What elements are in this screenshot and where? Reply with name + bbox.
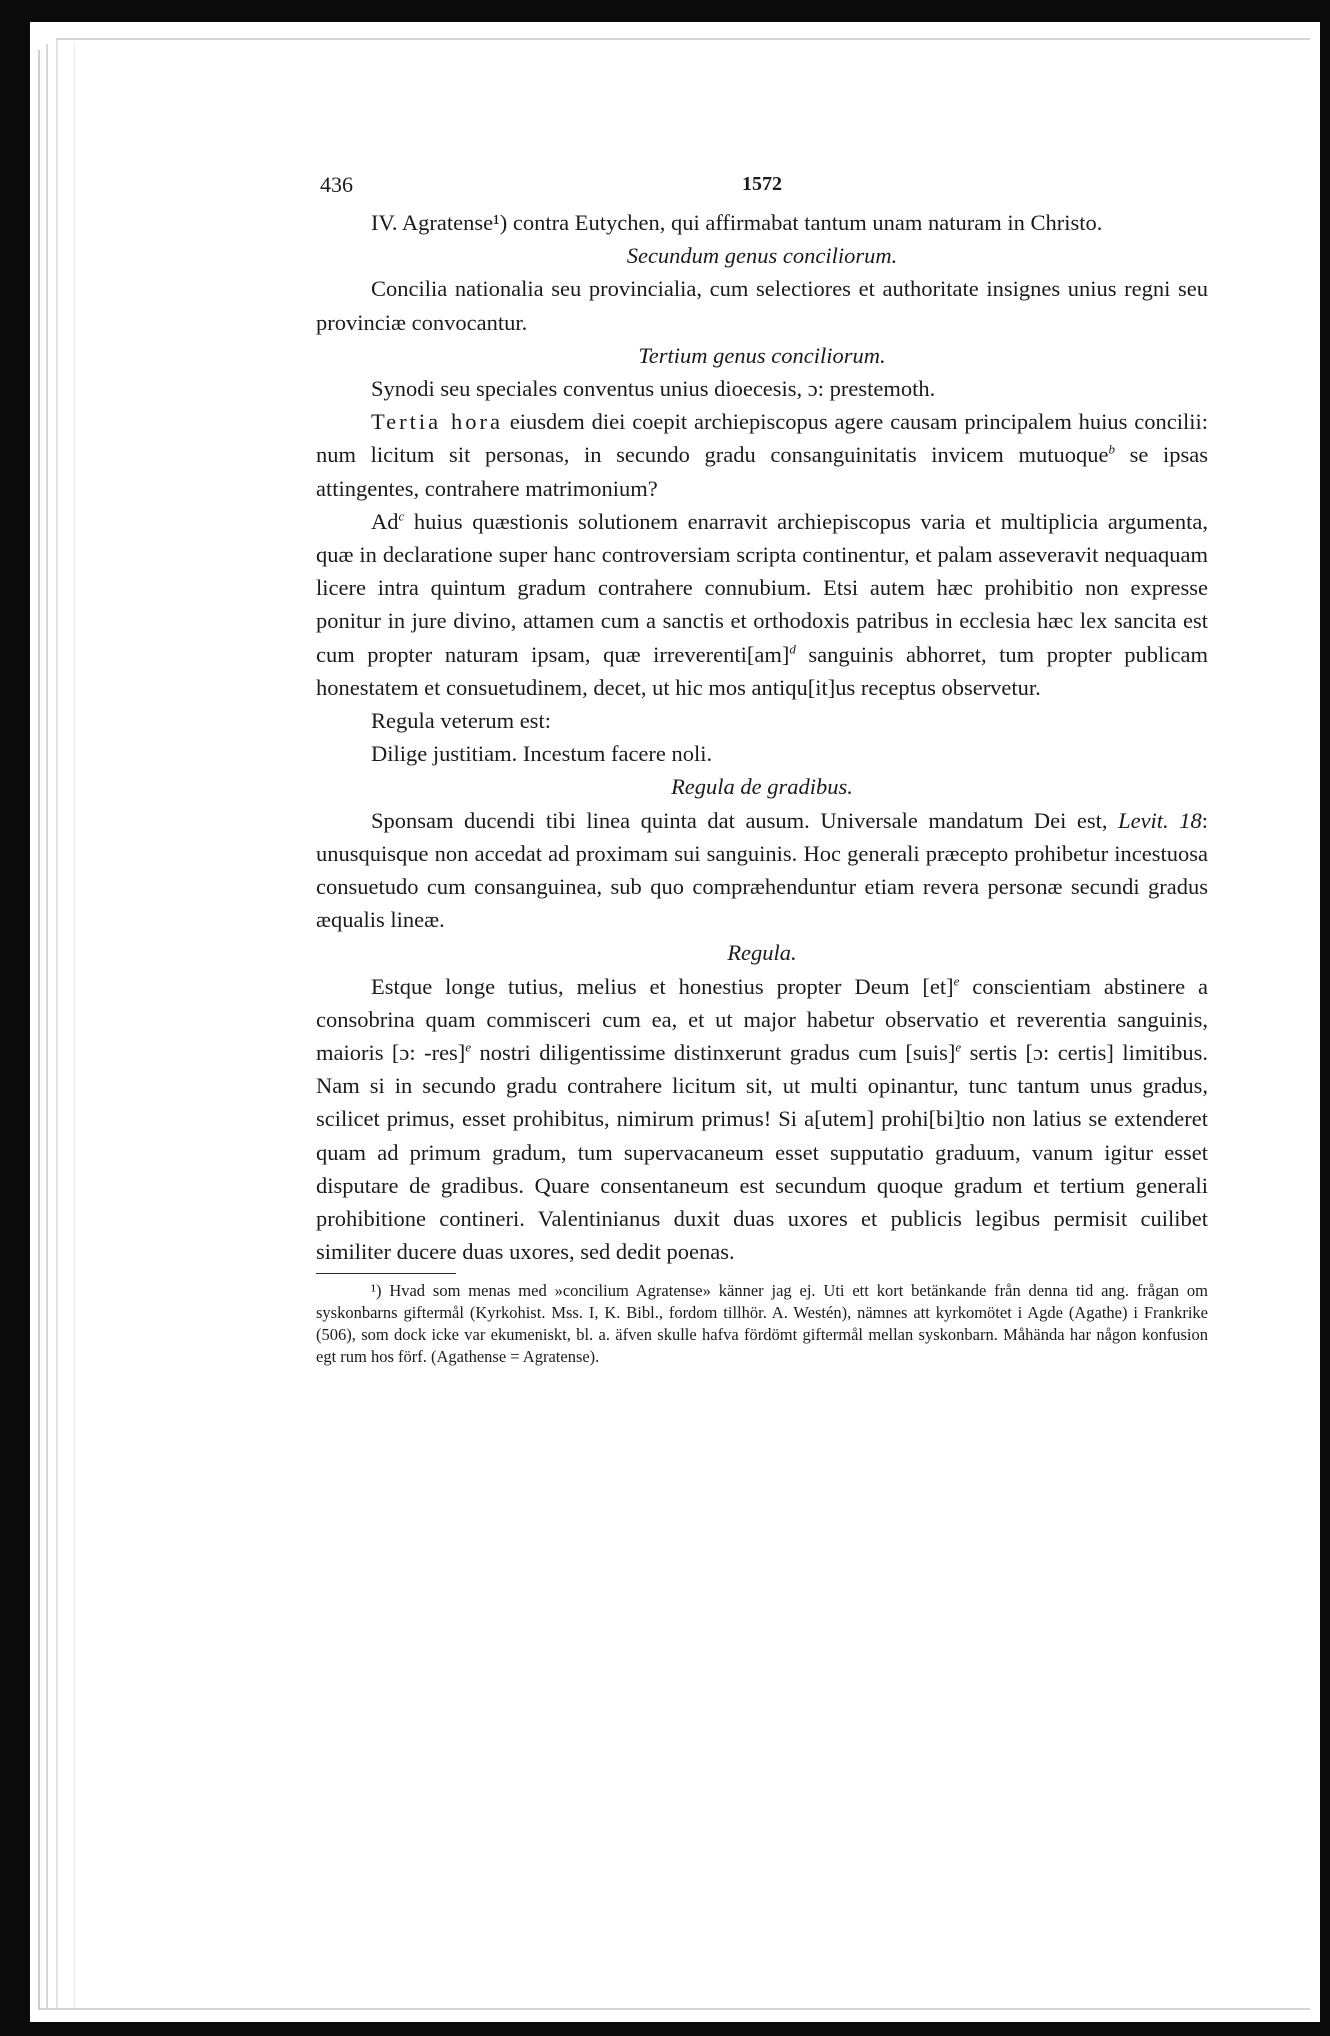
text-run: huius quæstionis solutionem enarravit archiepiscopus varia et multiplicia argumenta, quæ in declaratione super hanc controversiam scripta continentur, et palam asseveravit nequaquam licere intra quintum gradum contrahere connubium. Etsi autem hæc prohibitio non expresse ponitur in jure divino, attamen cum a sanctis et orthodoxis patribus in ecclesia hæc lex sancita est cum propter naturam ipsam, quæ irreverenti[am] (316, 508, 1208, 667)
scan-border-bottom (0, 2022, 1330, 2036)
heading-tertium-genus: Tertium genus conciliorum. (638, 342, 886, 368)
footnote-mark-c: c (398, 508, 405, 524)
heading-regula: Regula. (727, 940, 797, 966)
footnote-text: Hvad som menas med »concilium Agratense» känner jag ej. Uti ett kort betänkande från denna tid ang. frågan om syskonbarns giftermål (Kyrkohist. Mss. I, K. Bibl., fordom tillhör. A. Westén), nämnes att kyrkomötet i Agde (Agathe) i Frankrike (506), som dock icke var ekumeniskt, bl. a. äfven skulle hafva fördömt giftermål mellan syskonbarn. Måhända har någon konfusion egt rum hos förf. (Agathense = Agratense). (316, 1280, 1208, 1367)
heading-secundum-genus: Secundum genus conciliorum. (626, 243, 898, 269)
paragraph-dilige: Dilige justitiam. Incestum facere noli. (371, 741, 713, 767)
page-stack-edge (74, 44, 75, 2010)
header-year: 1572 (742, 173, 782, 195)
paragraph-regula-veterum: Regula veterum est: (371, 708, 551, 734)
footnote (316, 1280, 1208, 1369)
scan-border-left (0, 0, 30, 2036)
text-run: nostri diligentissime distinxerunt gradus cum [suis] (471, 1040, 956, 1066)
book-page (316, 160, 1208, 1368)
running-header (316, 160, 1208, 206)
paragraph-tertia-hora (316, 405, 1208, 505)
text-run: eiusdem diei coepit archiepiscopus agere causam principalem huius concilii: num licitum sit personas, in secundo gradu consanguinitatis invicem mutuoque (316, 409, 1209, 468)
text-run: Sponsam ducendi tibi linea quinta dat ausum. Universale mandatum Dei est, (371, 807, 1119, 833)
paragraph-concilia-nationalia: Concilia nationalia seu provincialia, cum selectiores et authoritate insignes unius regni seu provinciæ convocantur. (316, 276, 1208, 335)
page-stack-edge (38, 50, 40, 2010)
text-run: sertis [ɔ: certis] limitibus. Nam si in secundo gradu contrahere licitum sit, ut multi opinantur, tunc tantum unus gradus, scilicet primus, esset prohibitus, nimirum primus! Si a[utem] prohi[bi]tio non latius se extenderet quam ad primum gradum, tum supervacaneum esset supputatio graduum, vanum igitur esset disputare de gradibus. Quare consentaneum est secundum quoque gradum et tertium generali prohibitione contineri. Valentinianus duxit duas uxores et publicis legibus permisit cuilibet similiter ducere duas uxores, sed dedit poenas. (316, 1040, 1208, 1265)
text-run: conscientiam abstinere a consobrina quam commisceri cum ea, et ut major habetur observatio et reverentia sanguinis, maioris [ɔ: -res] (316, 973, 1208, 1066)
page-number: 436 (320, 172, 353, 197)
heading-regula-de-gradibus: Regula de gradibus. (671, 774, 853, 800)
text-run: : unusquisque non accedat ad proximam sui sanguinis. Hoc generali præcepto prohibetur incestuosa consuetudo cum consanguinea, sub quo compræhenduntur etiam revera personæ secundi gradus æqualis lineæ. (316, 807, 1208, 933)
spaced-phrase: Tertia hora (371, 409, 503, 435)
paragraph-agratense: IV. Agratense¹) contra Eutychen, qui affirmabat tantum unam naturam in Christo. (371, 210, 1103, 235)
footnote-mark-e: e (465, 1039, 472, 1055)
paragraph-synodi: Synodi seu speciales conventus unius dioecesis, ɔ: prestemoth. (371, 376, 936, 402)
page-stack-edge (56, 38, 58, 2010)
scan-border-right (1320, 0, 1330, 2036)
page-stack-edge-top (56, 38, 1310, 40)
footnote-mark-d: d (789, 641, 796, 657)
footnote-mark-e: e (955, 1039, 962, 1055)
text-run: Estque longe tutius, melius et honestius propter Deum [et] (371, 973, 954, 999)
footnote-mark-b: b (1108, 441, 1115, 457)
scan-border-top (0, 0, 1330, 22)
text-run: Ad (371, 508, 399, 534)
paragraph-ad-huius (316, 505, 1208, 704)
paragraph-sponsam (316, 804, 1208, 937)
footnote-number: ¹) (371, 1280, 382, 1300)
footnote-mark-e: e (953, 973, 960, 989)
page-stack-edge-bottom (40, 2008, 1310, 2010)
citation-levit: Levit. 18 (1118, 807, 1202, 833)
text-run: se ipsas attingentes, contrahere matrimonium? (316, 442, 1208, 501)
paragraph-estque (316, 970, 1208, 1269)
text-run: sanguinis abhorret, tum propter publicam honestatem et consuetudinem, decet, ut hic mos antiqu[it]us receptus observetur. (316, 641, 1208, 700)
footnote-rule (316, 1273, 456, 1274)
page-stack-edge (46, 44, 48, 2010)
